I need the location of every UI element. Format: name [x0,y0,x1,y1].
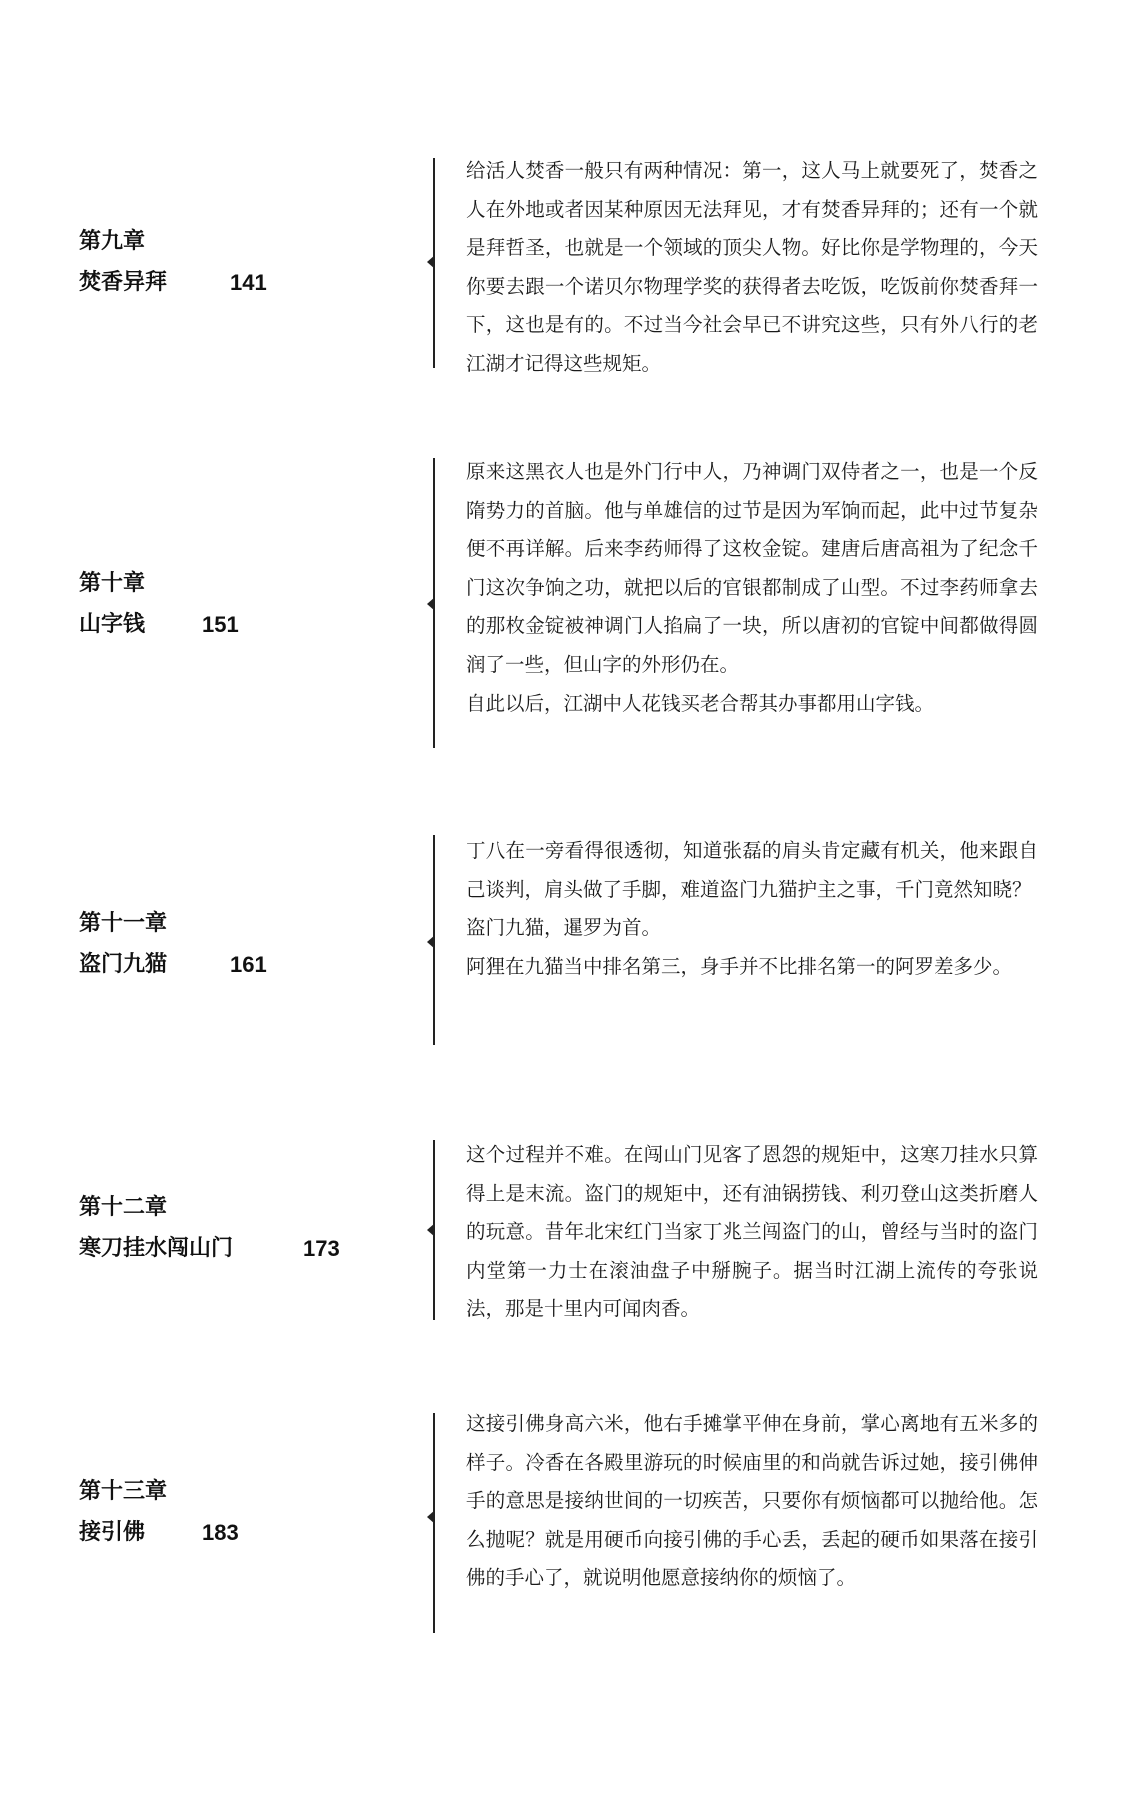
chapter-label: 第十一章 [79,911,168,936]
divider-notch [427,935,435,949]
chapter-label: 第九章 [79,229,146,254]
excerpt-paragraph: 自此以后，江湖中人花钱买老合帮其办事都用山字钱。 [466,691,935,715]
excerpt-paragraph: 这个过程并不难。在闯山门见客了恩怨的规矩中，这寒刀挂水只算得上是末流。盗门的规矩中，还有油锅捞钱、利刃登山这类折磨人的玩意。昔年北宋红门当家丁兆兰闯盗门的山，曾经与当时的盗门内堂第一力士在滚油盘子中掰腕子。据当时江湖上流传的夸张说法，那是十里内可闻肉香。 [466,1143,1038,1321]
excerpt [466,453,1038,723]
excerpt-paragraph: 这接引佛身高六米，他右手摊掌平伸在身前，掌心离地有五米多的样子。冷香在各殿里游玩的时候庙里的和尚就告诉过她，接引佛伸手的意思是接纳世间的一切疾苦，只要你有烦恼都可以抛给他。怎么抛呢？就是用硬币向接引佛的手心丢，丢起的硬币如果落在接引佛的手心了，就说明他愿意接纳你的烦恼了。 [466,1412,1038,1590]
divider-notch [427,1223,435,1237]
chapter-title: 盗门九猫 [79,952,168,977]
excerpt [466,1136,1038,1329]
chapter-page-number: 183 [202,1520,239,1545]
chapter-page-number: 141 [230,270,267,295]
excerpt-paragraph: 盗门九猫，暹罗为首。 [466,916,662,940]
divider-notch [427,597,435,611]
chapter-title: 寒刀挂水闯山门 [79,1236,234,1261]
chapter-title: 接引佛 [79,1520,146,1545]
chapter-page-number: 161 [230,952,267,977]
excerpt [466,832,1038,986]
excerpt [466,1405,1038,1598]
chapter-page-number: 151 [202,612,239,637]
divider-notch [427,255,435,269]
chapter-title: 山字钱 [79,612,146,637]
excerpt-paragraph: 阿狸在九猫当中排名第三，身手并不比排名第一的阿罗差多少。 [466,954,1013,978]
excerpt [466,152,1038,384]
divider-notch [427,1510,435,1524]
excerpt-paragraph: 给活人焚香一般只有两种情况：第一，这人马上就要死了，焚香之人在外地或者因某种原因无法拜见，才有焚香异拜的；还有一个就是拜哲圣，也就是一个领域的顶尖人物。好比你是学物理的，今天你要去跟一个诺贝尔物理学奖的获得者去吃饭，吃饭前你焚香拜一下，这也是有的。不过当今社会早已不讲究这些，只有外八行的老江湖才记得这些规矩。 [466,159,1038,375]
chapter-title: 焚香异拜 [79,270,168,295]
excerpt-paragraph: 原来这黑衣人也是外门行中人，乃神调门双侍者之一，也是一个反隋势力的首脑。他与单雄信的过节是因为军饷而起，此中过节复杂便不再详解。后来李药师得了这枚金锭。建唐后唐高祖为了纪念千门这次争饷之功，就把以后的官银都制成了山型。不过李药师拿去的那枚金锭被神调门人掐扁了一块，所以唐初的官锭中间都做得圆润了一些，但山字的外形仍在。 [466,460,1038,676]
chapter-page-number: 173 [303,1236,340,1261]
chapter-label: 第十三章 [79,1479,168,1504]
chapter-label: 第十章 [79,571,146,596]
excerpt-paragraph: 丁八在一旁看得很透彻，知道张磊的肩头肯定藏有机关，他来跟自己谈判，肩头做了手脚，难道盗门九猫护主之事，千门竟然知晓？ [466,839,1038,901]
chapter-label: 第十二章 [79,1195,168,1220]
